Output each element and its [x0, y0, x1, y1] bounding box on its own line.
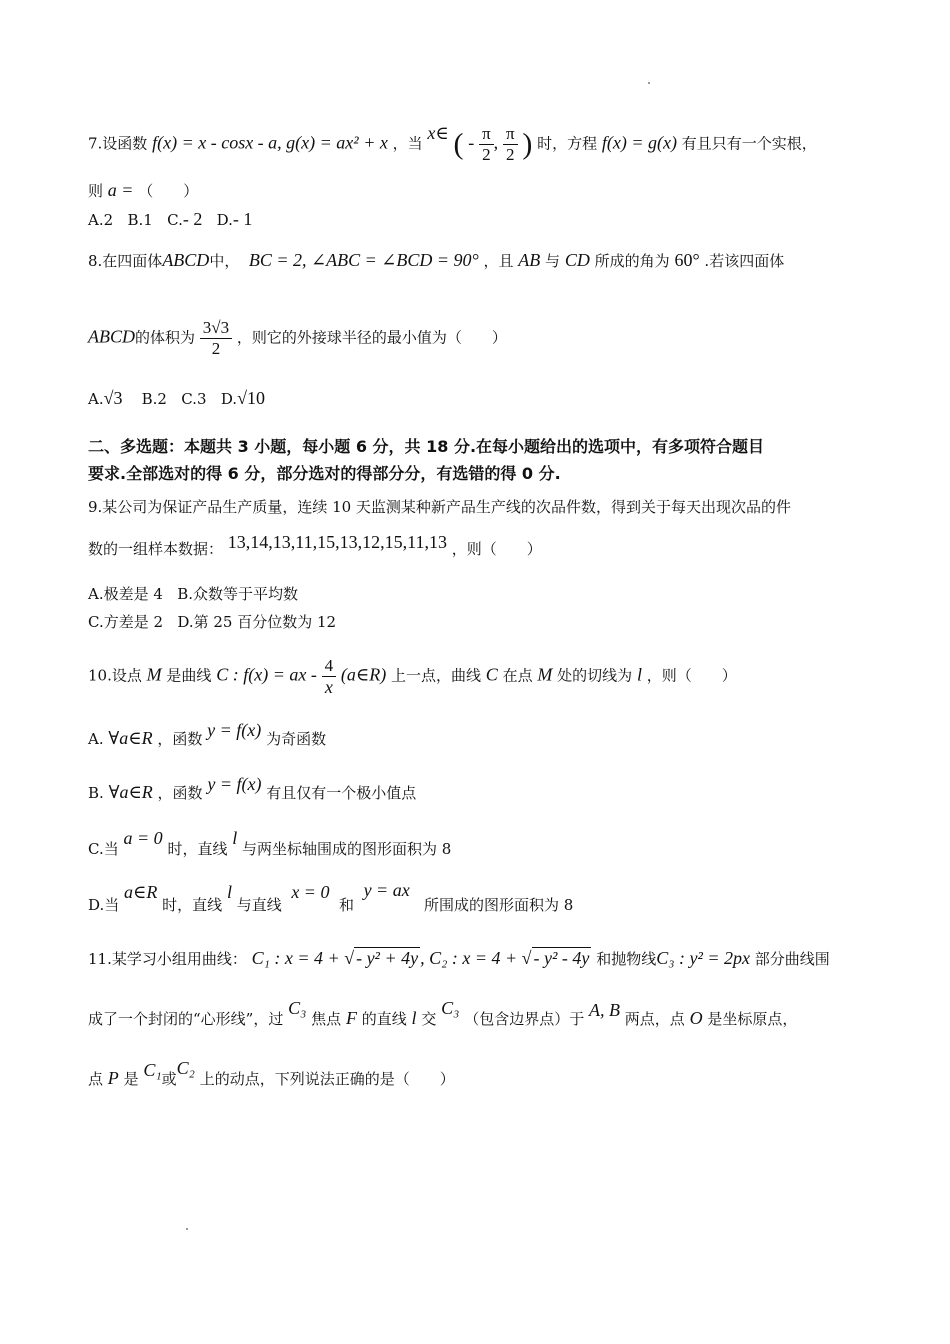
q11-line2-a: 成了一个封闭的“心形线”，过	[88, 1010, 284, 1028]
q7-a-equals: a =	[107, 180, 134, 200]
question-7-line-1	[88, 124, 817, 165]
q11-line3-question: 上的动点，下列说法正确的是（ ）	[199, 1070, 455, 1088]
q10-option-d-label: D.当	[88, 896, 120, 914]
q8-ab: AB	[518, 250, 541, 270]
q7-minus-sign: -	[468, 132, 475, 153]
question-8-options	[88, 388, 265, 409]
q8-and: ，且	[483, 252, 514, 270]
q7-right-paren: )	[522, 127, 533, 161]
q8-volume-fraction	[200, 318, 232, 359]
question-11-line-2	[88, 998, 798, 1029]
q11-parabola-c3: C₃ : y² = 2px	[656, 948, 750, 968]
q7-interval-prefix: x∈	[427, 122, 449, 143]
question-11-line-3	[88, 1058, 455, 1089]
q11-curve-c1-radicand: - y² + 4y	[356, 948, 419, 968]
q10-option-c-text1: 时，直线	[167, 840, 228, 858]
q10-option-a-label: A.	[88, 730, 104, 748]
q10-fraction-4-over-x	[322, 656, 337, 697]
q11-line3-c1: C₁	[143, 1060, 162, 1080]
q7-function-definition: f(x) = x - cosx - a, g(x) = ax² + x	[152, 132, 388, 153]
q10-option-d-y-ax: y = ax	[363, 880, 410, 900]
q8-volume-text: 的体积为	[135, 328, 196, 347]
question-7-line-2	[88, 180, 198, 201]
question-10-option-c	[88, 828, 452, 859]
q11-focus-f: F	[345, 1008, 357, 1028]
q10-option-c-expr: a = 0	[123, 828, 163, 848]
section-2-heading-line-2: 要求.全部选对的得 6 分，部分选对的得部分分，有选错的得 0 分.	[88, 464, 561, 483]
q10-option-c-line-l: l	[232, 828, 238, 848]
q8-in: 中，	[209, 252, 240, 270]
q10-tail: ，则（ ）	[646, 666, 737, 685]
q7-two-denominator-2: 2	[506, 145, 515, 164]
q8-label: 8.在四面体	[88, 252, 163, 270]
question-8-line-2	[88, 318, 507, 359]
q11-curve-c2: , C₂ : x = 4 +	[420, 948, 522, 968]
q10-option-b-func: y = f(x)	[207, 774, 262, 794]
q10-option-b-label: B.	[88, 784, 104, 802]
q11-line3-c2: C₂	[176, 1058, 195, 1078]
q10-on-curve: 是曲线	[166, 666, 212, 685]
q8-volume-numerator: 3√3	[200, 318, 232, 339]
q11-line2-intersect: 交	[421, 1010, 437, 1028]
q10-option-d-text2: 与直线	[236, 896, 282, 914]
q7-tail: 有且只有一个实根，	[681, 134, 817, 153]
q10-option-b-text2: 有且仅有一个极小值点	[266, 784, 417, 802]
q11-line2-line: 的直线	[361, 1010, 407, 1028]
q10-option-c-text2: 与两坐标轴围成的图形面积为 8	[242, 840, 452, 858]
q10-label: 10.设点	[88, 666, 142, 685]
q11-line2-boundary: （包含边界点）于	[464, 1010, 585, 1028]
q10-line-l: l	[636, 664, 642, 685]
page-marker-bottom	[186, 1228, 188, 1230]
q11-tail-1: 部分曲线围	[754, 950, 830, 968]
q8-abcd: ABCD	[162, 250, 210, 270]
q8-sixty-degrees: 60°	[674, 250, 700, 270]
question-9-options-cd	[88, 612, 336, 632]
q11-line3-point: 点	[88, 1070, 104, 1088]
q10-option-d-and: 和	[339, 896, 355, 914]
question-10-line-1	[88, 656, 737, 697]
q8-condition: BC = 2, ∠ABC = ∠BCD = 90°	[248, 250, 479, 270]
q8-option-a-value: √3	[103, 388, 123, 408]
q7-option-a: A.2	[88, 211, 114, 229]
q8-abcd-2: ABCD	[88, 326, 135, 347]
q7-option-c-value: - 2	[182, 209, 203, 229]
question-9-line-1: 9.某公司为保证产品生产质量，连续 10 天监测某种新产品生产线的次品件数，得到关于每天出现次品的件	[88, 498, 791, 516]
q7-fraction-neg-pi-half	[479, 124, 494, 165]
q7-option-d-value: - 1	[232, 209, 253, 229]
question-7-options	[88, 209, 252, 230]
q10-curve-c: C	[485, 664, 498, 685]
question-11-line-1: 11.某学习小组用曲线： C₁ : x = 4 + √ - y² + 4y , C₂ : x = 4 + √ - y² - 4y 和抛物线C₃ : y² = 2px 部分曲线围	[88, 948, 830, 968]
q11-label: 11.某学习小组用曲线：	[88, 950, 247, 968]
q10-option-d-text3: 所围成的图形面积为 8	[424, 896, 574, 914]
q10-option-d-text1: 时，直线	[162, 896, 223, 914]
q9-data-prefix: 数的一组样本数据：	[88, 540, 224, 558]
q7-then: 则	[88, 182, 104, 200]
q7-when: ，当	[392, 134, 423, 153]
question-10-option-a	[88, 720, 327, 749]
q8-with: 与	[545, 252, 561, 270]
q7-pi-numerator-2: π	[503, 124, 518, 145]
section-2-heading-line-1: 二、多选题：本题共 3 小题，每小题 6 分，共 18 分.在每小题给出的选项中，有多项符合题目	[88, 437, 765, 456]
q10-option-c-label: C.当	[88, 840, 119, 858]
q11-line2-origin-text: 是坐标原点，	[707, 1010, 798, 1028]
q11-point-p: P	[107, 1068, 119, 1088]
q7-label: 7.设函数	[88, 134, 148, 153]
q11-line3-is: 是	[123, 1070, 139, 1088]
q8-angle-text: 所成的角为	[594, 252, 670, 270]
q9-tail: ，则（ ）	[451, 540, 542, 558]
q10-curve-prefix: C : f(x) = ax -	[216, 664, 317, 685]
q9-sample-data: 13,14,13,11,15,13,12,15,11,13	[227, 532, 447, 552]
q10-option-b-text1: ，函数	[157, 784, 203, 802]
q11-line2-c3: C₃	[288, 998, 307, 1018]
q10-option-a-expr: ∀a∈R	[108, 728, 153, 748]
q7-comma: ,	[493, 132, 499, 153]
q10-option-a-text1: ，函数	[157, 730, 203, 748]
q7-option-c-label: C.	[167, 211, 183, 229]
page-marker-top	[648, 82, 650, 84]
q7-left-paren: (	[453, 127, 464, 161]
q9-option-d: D.第 25 百分位数为 12	[177, 613, 337, 631]
q10-option-d-x-zero: x = 0	[291, 882, 330, 902]
question-10-option-b	[88, 774, 417, 803]
q10-tangent: 处的切线为	[557, 666, 633, 685]
q10-fraction-denominator: x	[324, 677, 333, 697]
q8-option-d-label: D.	[220, 390, 238, 408]
q11-line2-focus: 焦点	[311, 1010, 342, 1028]
q7-option-b: B.1	[127, 211, 153, 229]
q9-option-c: C.方差是 2	[88, 613, 164, 631]
q10-option-a-func: y = f(x)	[207, 720, 262, 740]
q7-after-interval: 时，方程	[537, 134, 598, 153]
q10-point-m-2: M	[537, 664, 553, 685]
question-8-line-1	[88, 250, 784, 271]
q7-fraction-pi-half	[503, 124, 518, 165]
q10-option-b-expr: ∀a∈R	[108, 782, 153, 802]
q10-option-a-text2: 为奇函数	[266, 730, 327, 748]
q8-question: ，则它的外接球半径的最小值为（ ）	[236, 328, 507, 347]
q11-and-parabola: 和抛物线	[596, 950, 657, 968]
q10-option-d-line-l: l	[226, 882, 232, 902]
q8-tail: .若该四面体	[704, 252, 785, 270]
q11-line2-two-points: 两点，点	[624, 1010, 685, 1028]
q8-option-d-value: √10	[237, 388, 265, 408]
q11-line2-c3-b: C₃	[441, 998, 460, 1018]
q8-option-c: C.3	[181, 390, 207, 408]
q11-points-ab: A, B	[588, 1000, 620, 1020]
question-10-option-d	[88, 880, 574, 915]
q7-answer-paren: （ ）	[138, 182, 199, 200]
question-9-options-ab	[88, 584, 298, 604]
q10-curve-suffix: (a∈R)	[340, 664, 387, 685]
q7-equation: f(x) = g(x)	[601, 132, 678, 153]
q8-volume-denominator: 2	[211, 339, 221, 358]
question-9-line-2	[88, 532, 542, 559]
q11-origin-o: O	[689, 1008, 703, 1028]
q8-cd: CD	[564, 250, 590, 270]
q8-option-b: B.2	[141, 390, 167, 408]
q11-line-l: l	[411, 1008, 417, 1028]
q7-pi-numerator: π	[479, 124, 494, 145]
q11-curve-c2-radicand: - y² - 4y	[533, 948, 590, 968]
q10-fraction-numerator: 4	[322, 656, 337, 677]
q8-option-a-label: A.	[88, 390, 104, 408]
q10-mid: 上一点，曲线	[390, 666, 481, 685]
q10-point-m: M	[146, 664, 162, 685]
q10-option-d-expr: a∈R	[124, 882, 158, 902]
q9-option-b: B.众数等于平均数	[177, 585, 299, 603]
q10-at: 在点	[502, 666, 533, 685]
q11-line3-or: 或	[161, 1070, 177, 1088]
q7-two-denominator: 2	[482, 145, 491, 164]
q11-curve-c1: C₁ : x = 4 +	[251, 948, 345, 968]
q7-option-d-label: D.	[216, 211, 233, 229]
q9-option-a: A.极差是 4	[88, 585, 163, 603]
